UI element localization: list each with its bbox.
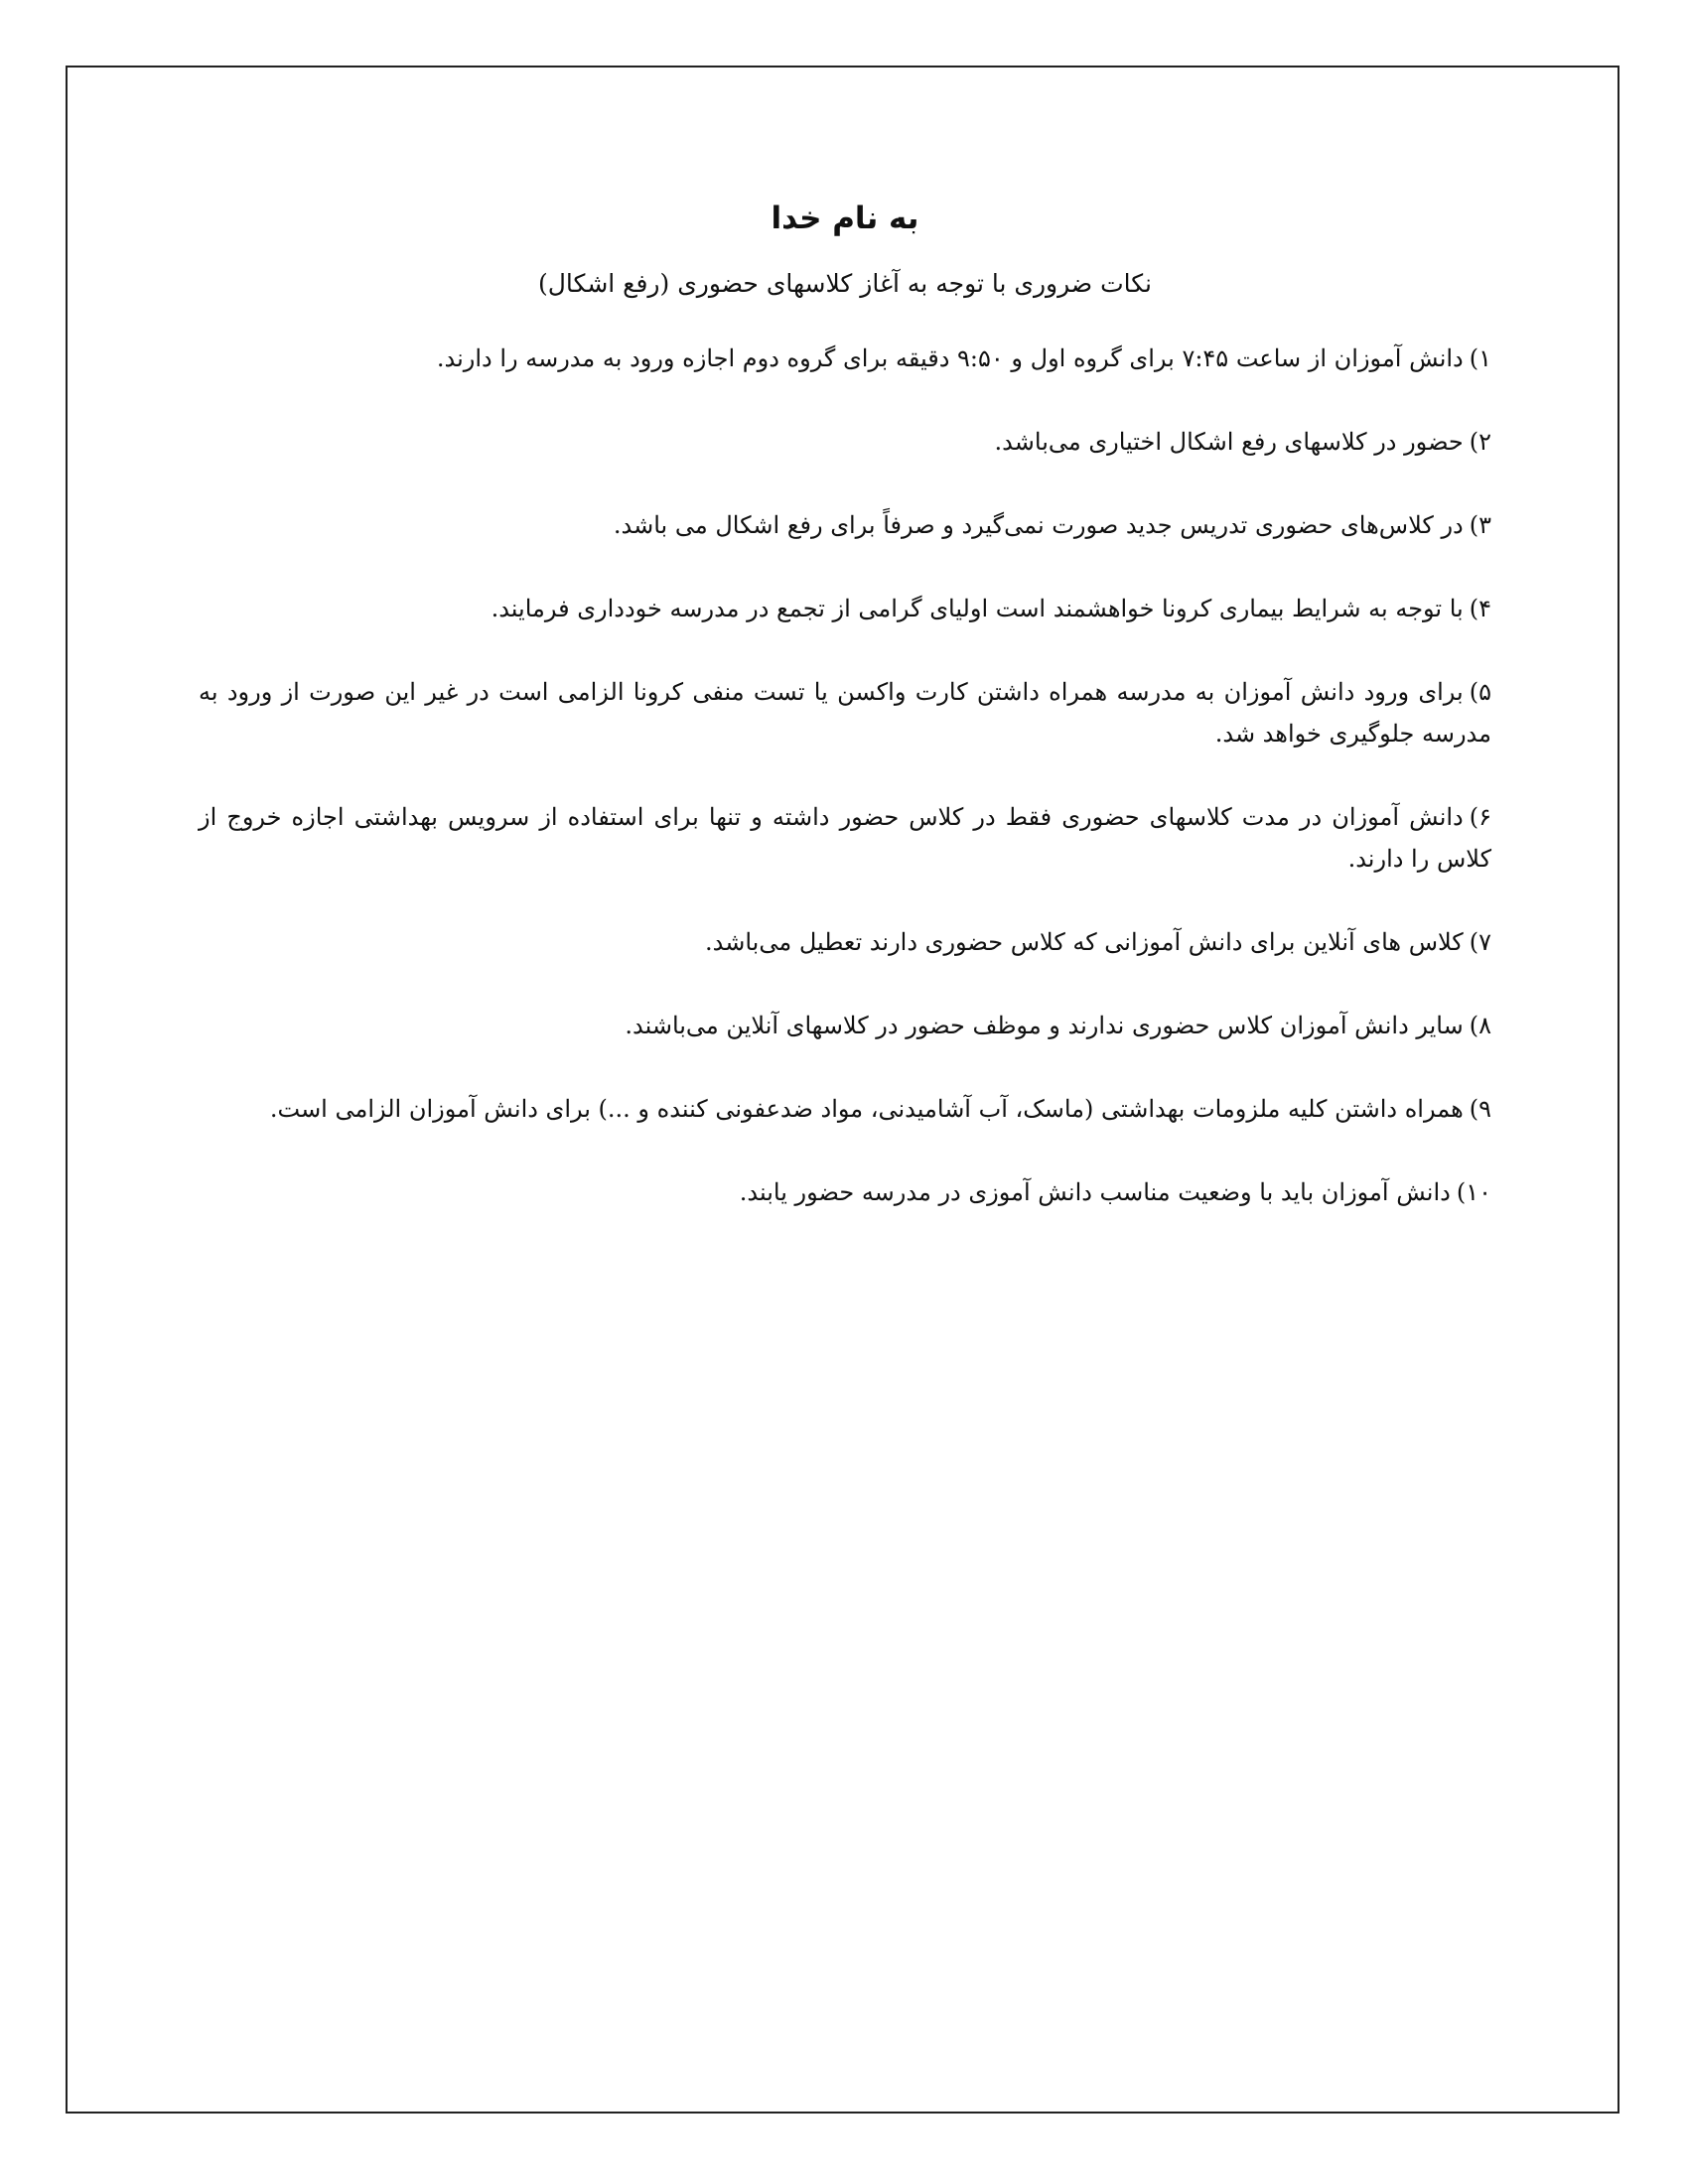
- notice-number: ۷): [1469, 928, 1491, 956]
- notice-number: ۳): [1469, 511, 1491, 539]
- notice-number: ۱۰): [1456, 1178, 1491, 1206]
- document-title: به نام خدا: [771, 201, 919, 236]
- notice-item-1: [199, 338, 1491, 379]
- notice-list: [199, 338, 1491, 1213]
- notice-text: در کلاس‌های حضوری تدریس جدید صورت نمی‌گیرد و صرفاً برای رفع اشکال می باشد.: [613, 511, 1464, 539]
- notice-item-2: [199, 421, 1491, 463]
- notice-item-4: [199, 588, 1491, 629]
- notice-text: دانش آموزان در مدت کلاسهای حضوری فقط در کلاس حضور داشته و تنها برای استفاده از سرویس بهداشتی اجازه خروج از کلاس را دارند.: [199, 803, 1491, 873]
- notice-text: دانش آموزان از ساعت ۷:۴۵ برای گروه اول و ۹:۵۰ دقیقه برای گروه دوم اجازه ورود به مدرسه را دارند.: [436, 344, 1464, 372]
- notice-text: برای ورود دانش آموزان به مدرسه همراه داشتن کارت واکسن یا تست منفی کرونا الزامی است در غیر این صورت از ورود به مدرسه جلوگیری خواهد شد.: [199, 678, 1491, 748]
- notice-number: ۶): [1469, 803, 1491, 831]
- document-subtitle: نکات ضروری با توجه به آغاز کلاسهای حضوری (رفع اشکال): [537, 269, 1153, 298]
- notice-text: حضور در کلاسهای رفع اشکال اختیاری می‌باشد.: [994, 428, 1464, 456]
- notice-item-10: [199, 1171, 1491, 1213]
- notice-item-3: [199, 504, 1491, 546]
- notice-text: با توجه به شرایط بیماری کرونا خواهشمند است اولیای گرامی از تجمع در مدرسه خودداری فرمایند.: [491, 595, 1464, 622]
- notice-text: دانش آموزان باید با وضعیت مناسب دانش آموزی در مدرسه حضور یابند.: [739, 1178, 1451, 1206]
- notice-number: ۸): [1469, 1012, 1491, 1039]
- notice-number: ۲): [1469, 428, 1491, 456]
- notice-item-9: [199, 1088, 1491, 1130]
- notice-text: سایر دانش آموزان کلاس حضوری ندارند و موظف حضور در کلاسهای آنلاین می‌باشند.: [625, 1012, 1464, 1039]
- notice-item-7: [199, 921, 1491, 963]
- notice-item-8: [199, 1005, 1491, 1046]
- notice-item-5: [199, 671, 1491, 754]
- notice-number: ۵): [1469, 678, 1491, 706]
- notice-number: ۴): [1469, 595, 1491, 622]
- notice-text: کلاس های آنلاین برای دانش آموزانی که کلاس حضوری دارند تعطیل می‌باشد.: [705, 928, 1464, 956]
- document-body: [199, 197, 1491, 1255]
- notice-number: ۱): [1469, 344, 1491, 372]
- notice-item-6: [199, 796, 1491, 880]
- notice-text: همراه داشتن کلیه ملزومات بهداشتی (ماسک، آب آشامیدنی، مواد ضدعفونی کننده و ...) برای دانش آموزان الزامی است.: [269, 1095, 1464, 1123]
- notice-number: ۹): [1469, 1095, 1491, 1123]
